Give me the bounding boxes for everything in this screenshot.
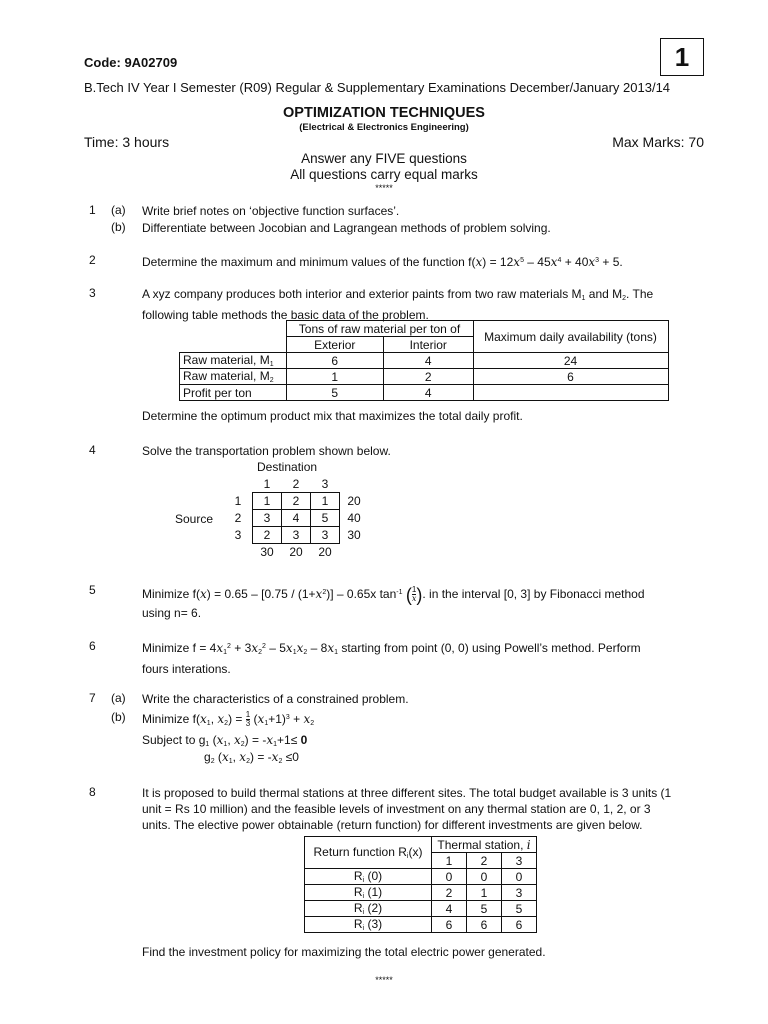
table-row: Profit per ton 5 4: [180, 385, 669, 401]
instruction-2: All questions carry equal marks: [290, 167, 478, 182]
transport-table: 1 2 3 1 1 2 1 20 2 3 4 5 40 3 2 3 3 30 30 20 20: [224, 476, 368, 560]
destination-label: Destination: [257, 460, 318, 474]
q7-constraint-2: $g_2$ ($x_1$, $x_2) = -x_2 \le 0$: [204, 750, 299, 765]
header-stars: *****: [375, 183, 393, 193]
table-row: $R_i$ (2) 4 5 5: [305, 901, 537, 917]
q1a-text: Write brief notes on ‘objective function surfaces’.: [142, 204, 400, 218]
table-row: 1 1 2 1 20: [234, 494, 361, 508]
th-thermal-station: Thermal station, i: [432, 837, 537, 853]
q2-number: 2: [89, 253, 96, 267]
th-max-availability: Maximum daily availability (tons): [473, 321, 668, 353]
th-return-function: Return function $R_i(x)$: [305, 837, 432, 869]
q3-closing: Determine the optimum product mix that maximizes the total daily profit.: [142, 409, 523, 423]
table-row: 3 2 3 3 30: [234, 528, 361, 542]
q8-number: 8: [89, 785, 96, 799]
q1b-text: Differentiate between Jocobian and Lagrangean methods of problem solving.: [142, 221, 551, 235]
source-label: Source: [175, 512, 214, 526]
subject-title: OPTIMIZATION TECHNIQUES: [283, 105, 485, 121]
q7b-label: (b): [111, 710, 126, 724]
q7-number: 7: [89, 691, 96, 705]
q3-number: 3: [89, 286, 96, 300]
q7b-text: Minimize $f(x_1$, $x_2$) = $\frac{1}{3}$ $(x_1+1)^3 + x_2$: [142, 710, 315, 729]
table-row: Raw material, $M_2$ 1 2 6: [180, 369, 669, 385]
q8-text: It is proposed to build thermal stations at three different sites. The total budget available is 3 units (1 unit = Rs 10 million) and the feasible levels of investment on any thermal station are 0, 1, 2, or 3 units. The elective power obtainable (return function) for different investments are given below.: [142, 786, 672, 832]
table-row: Raw material, $M_1$ 6 4 24: [180, 353, 669, 369]
paper-code: Code: 9A02709: [84, 55, 178, 70]
exam-time: Time: 3 hours: [84, 134, 170, 150]
q7-constraint-1: Subject to $g_1$ ($x_1$, $x_2) = -x_1+1\le 0$: [142, 733, 308, 748]
q4-text: Solve the transportation problem shown below.: [142, 444, 391, 458]
q1b-label: (b): [111, 220, 126, 234]
instruction-1: Answer any FIVE questions: [301, 151, 467, 166]
table-row: $R_i$ (1) 2 1 3: [305, 885, 537, 901]
q3-text: A xyz company produces both interior and exterior paints from two raw materials $M_1$ and $M_2$. The following table methods the basic data of the problem.: [142, 287, 654, 322]
q7a-text: Write the characteristics of a constrained problem.: [142, 692, 409, 706]
q2-text: Determine the maximum and minimum values of the function $f(x) = 12x^5 - 45x^4 + 40x^3 + 5$.: [142, 255, 623, 269]
q1-number: 1: [89, 203, 96, 217]
page-number-box: 1: [660, 38, 704, 76]
return-function-table: Return function $R_i(x)$ Thermal station, i 1 2 3 $R_i$ (0) 0 0 0 $R_i$ (1) 2 1 3 $R_i$ (2) 4 5 5 $R_i$ (3) 6 6 6: [304, 836, 537, 933]
branch-name: (Electrical & Electronics Engineering): [299, 122, 469, 133]
footer-stars: *****: [375, 975, 393, 985]
th-raw-material-group: Tons of raw material per ton of: [286, 321, 473, 337]
th-exterior: Exterior: [286, 337, 384, 353]
q8-closing: Find the investment policy for maximizing the total electric power generated.: [142, 945, 546, 959]
q1a-label: (a): [111, 203, 126, 217]
table-row: 2 3 4 5 40: [234, 511, 361, 525]
q6-text: Minimize $f = 4x_1^2 + 3x_2^2 - 5x_1x_2 - 8x_1$ starting from point (0, 0) using Powell’s method. Perform fours interations.: [142, 641, 641, 676]
raw-material-table: [179, 320, 669, 401]
q4-number: 4: [89, 443, 96, 457]
exam-title: B.Tech IV Year I Semester (R09) Regular & Supplementary Examinations December/January 2013/14: [84, 80, 671, 95]
q5-number: 5: [89, 583, 96, 597]
th-interior: Interior: [384, 337, 473, 353]
q6-number: 6: [89, 639, 96, 653]
max-marks: Max Marks: 70: [612, 134, 704, 150]
table-row: $R_i$ (0) 0 0 0: [305, 869, 537, 885]
q5-text: Minimize $f(x) = 0.65 - [0.75 / (1+x^2)] - 0.65x$ $\tan^{-1}$ ( $\frac{1}{x}$ ). in the interval [0, 3] by Fibonacci method using n= 6.: [142, 584, 645, 620]
q7a-label: (a): [111, 691, 126, 705]
table-row: $R_i$ (3) 6 6 6: [305, 917, 537, 933]
